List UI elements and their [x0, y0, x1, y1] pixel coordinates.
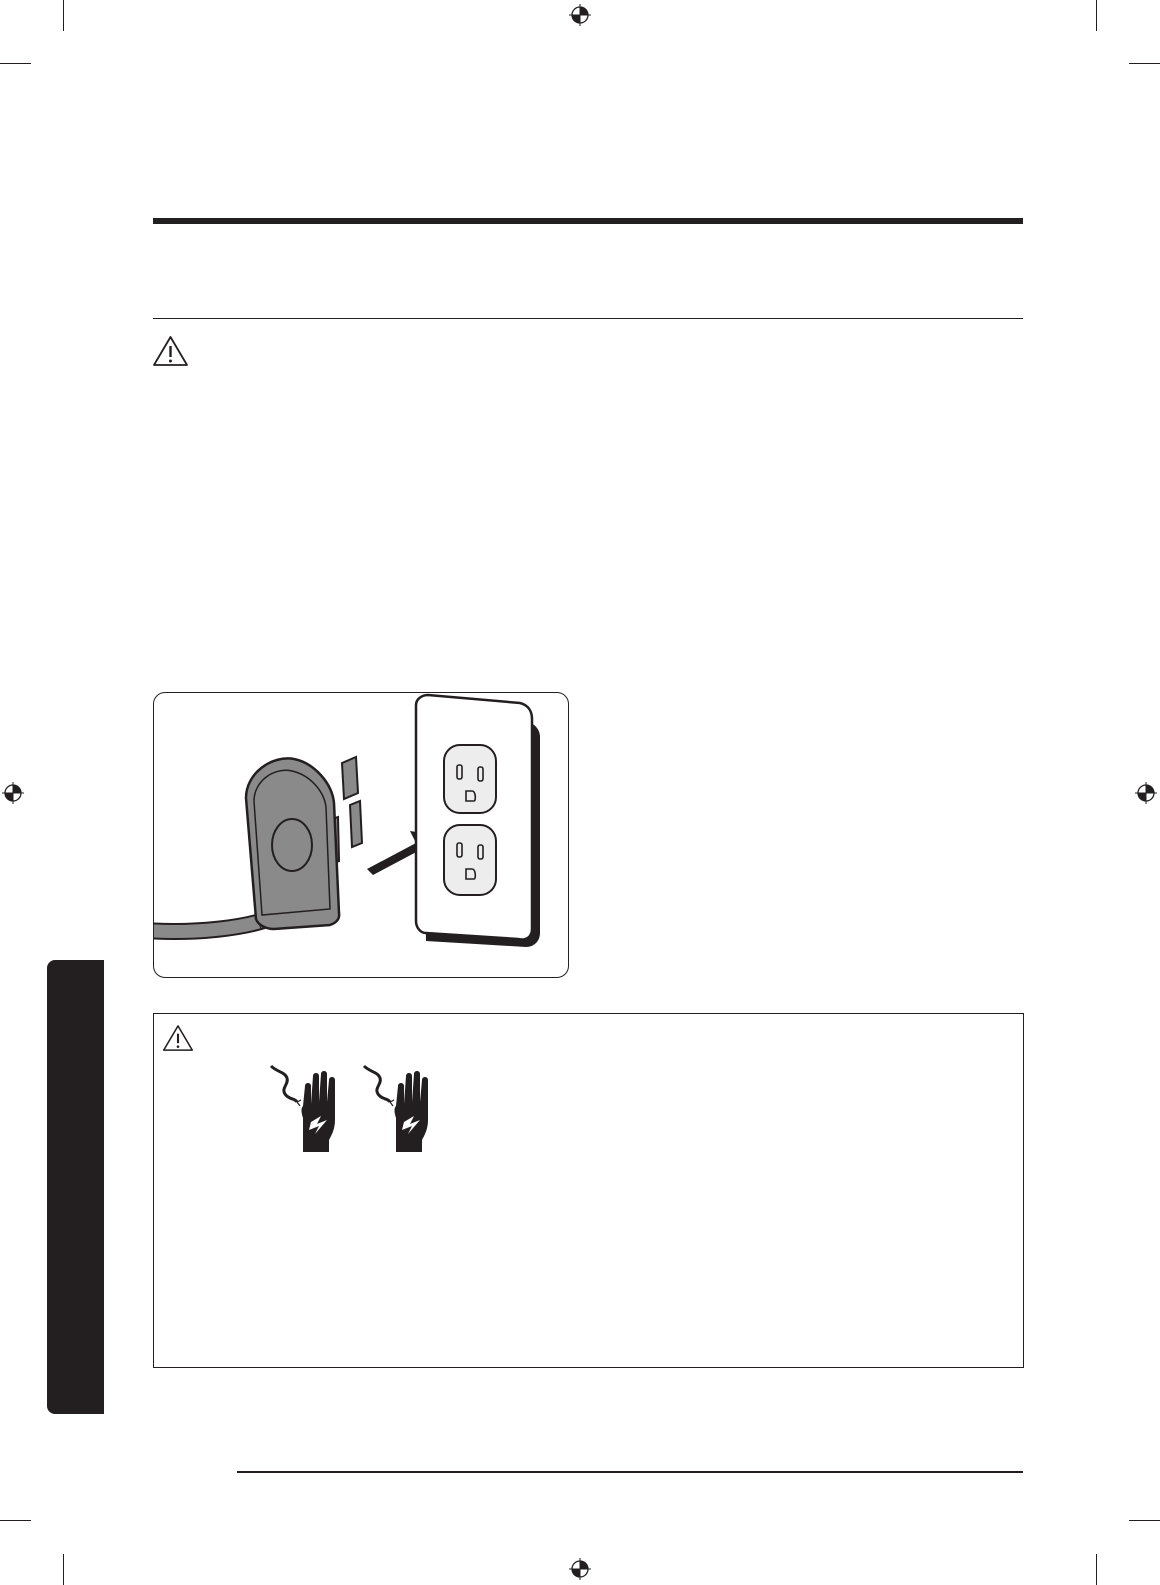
side-section-tab — [47, 960, 104, 1414]
warning-triangle-icon — [162, 1024, 194, 1052]
crop-mark-bottom-right-h — [1129, 1520, 1160, 1521]
plug-outlet-drawing — [154, 693, 569, 978]
crop-mark-top-left-h — [0, 63, 31, 64]
crop-mark-bottom-left-h — [0, 1520, 31, 1521]
crop-mark-bottom-right-v — [1096, 1554, 1097, 1585]
electric-shock-hand-icon — [360, 1064, 434, 1154]
crop-mark-top-right-v — [1096, 0, 1097, 31]
registration-crosshair-icon — [569, 4, 591, 26]
registration-crosshair-icon — [2, 782, 24, 804]
crop-mark-bottom-left-v — [63, 1554, 64, 1585]
warning-triangle-icon — [152, 335, 189, 367]
crop-mark-top-right-h — [1129, 63, 1160, 64]
header-rule-thin — [153, 318, 1023, 319]
electric-shock-hand-icon — [267, 1064, 341, 1154]
registration-crosshair-icon — [1135, 782, 1157, 804]
registration-crosshair-icon — [569, 1558, 591, 1580]
warning-box — [153, 1013, 1024, 1368]
header-rule-thick — [153, 218, 1023, 224]
footer-rule — [237, 1471, 1023, 1473]
plug-outlet-illustration — [153, 692, 569, 978]
crop-mark-top-left-v — [63, 0, 64, 31]
